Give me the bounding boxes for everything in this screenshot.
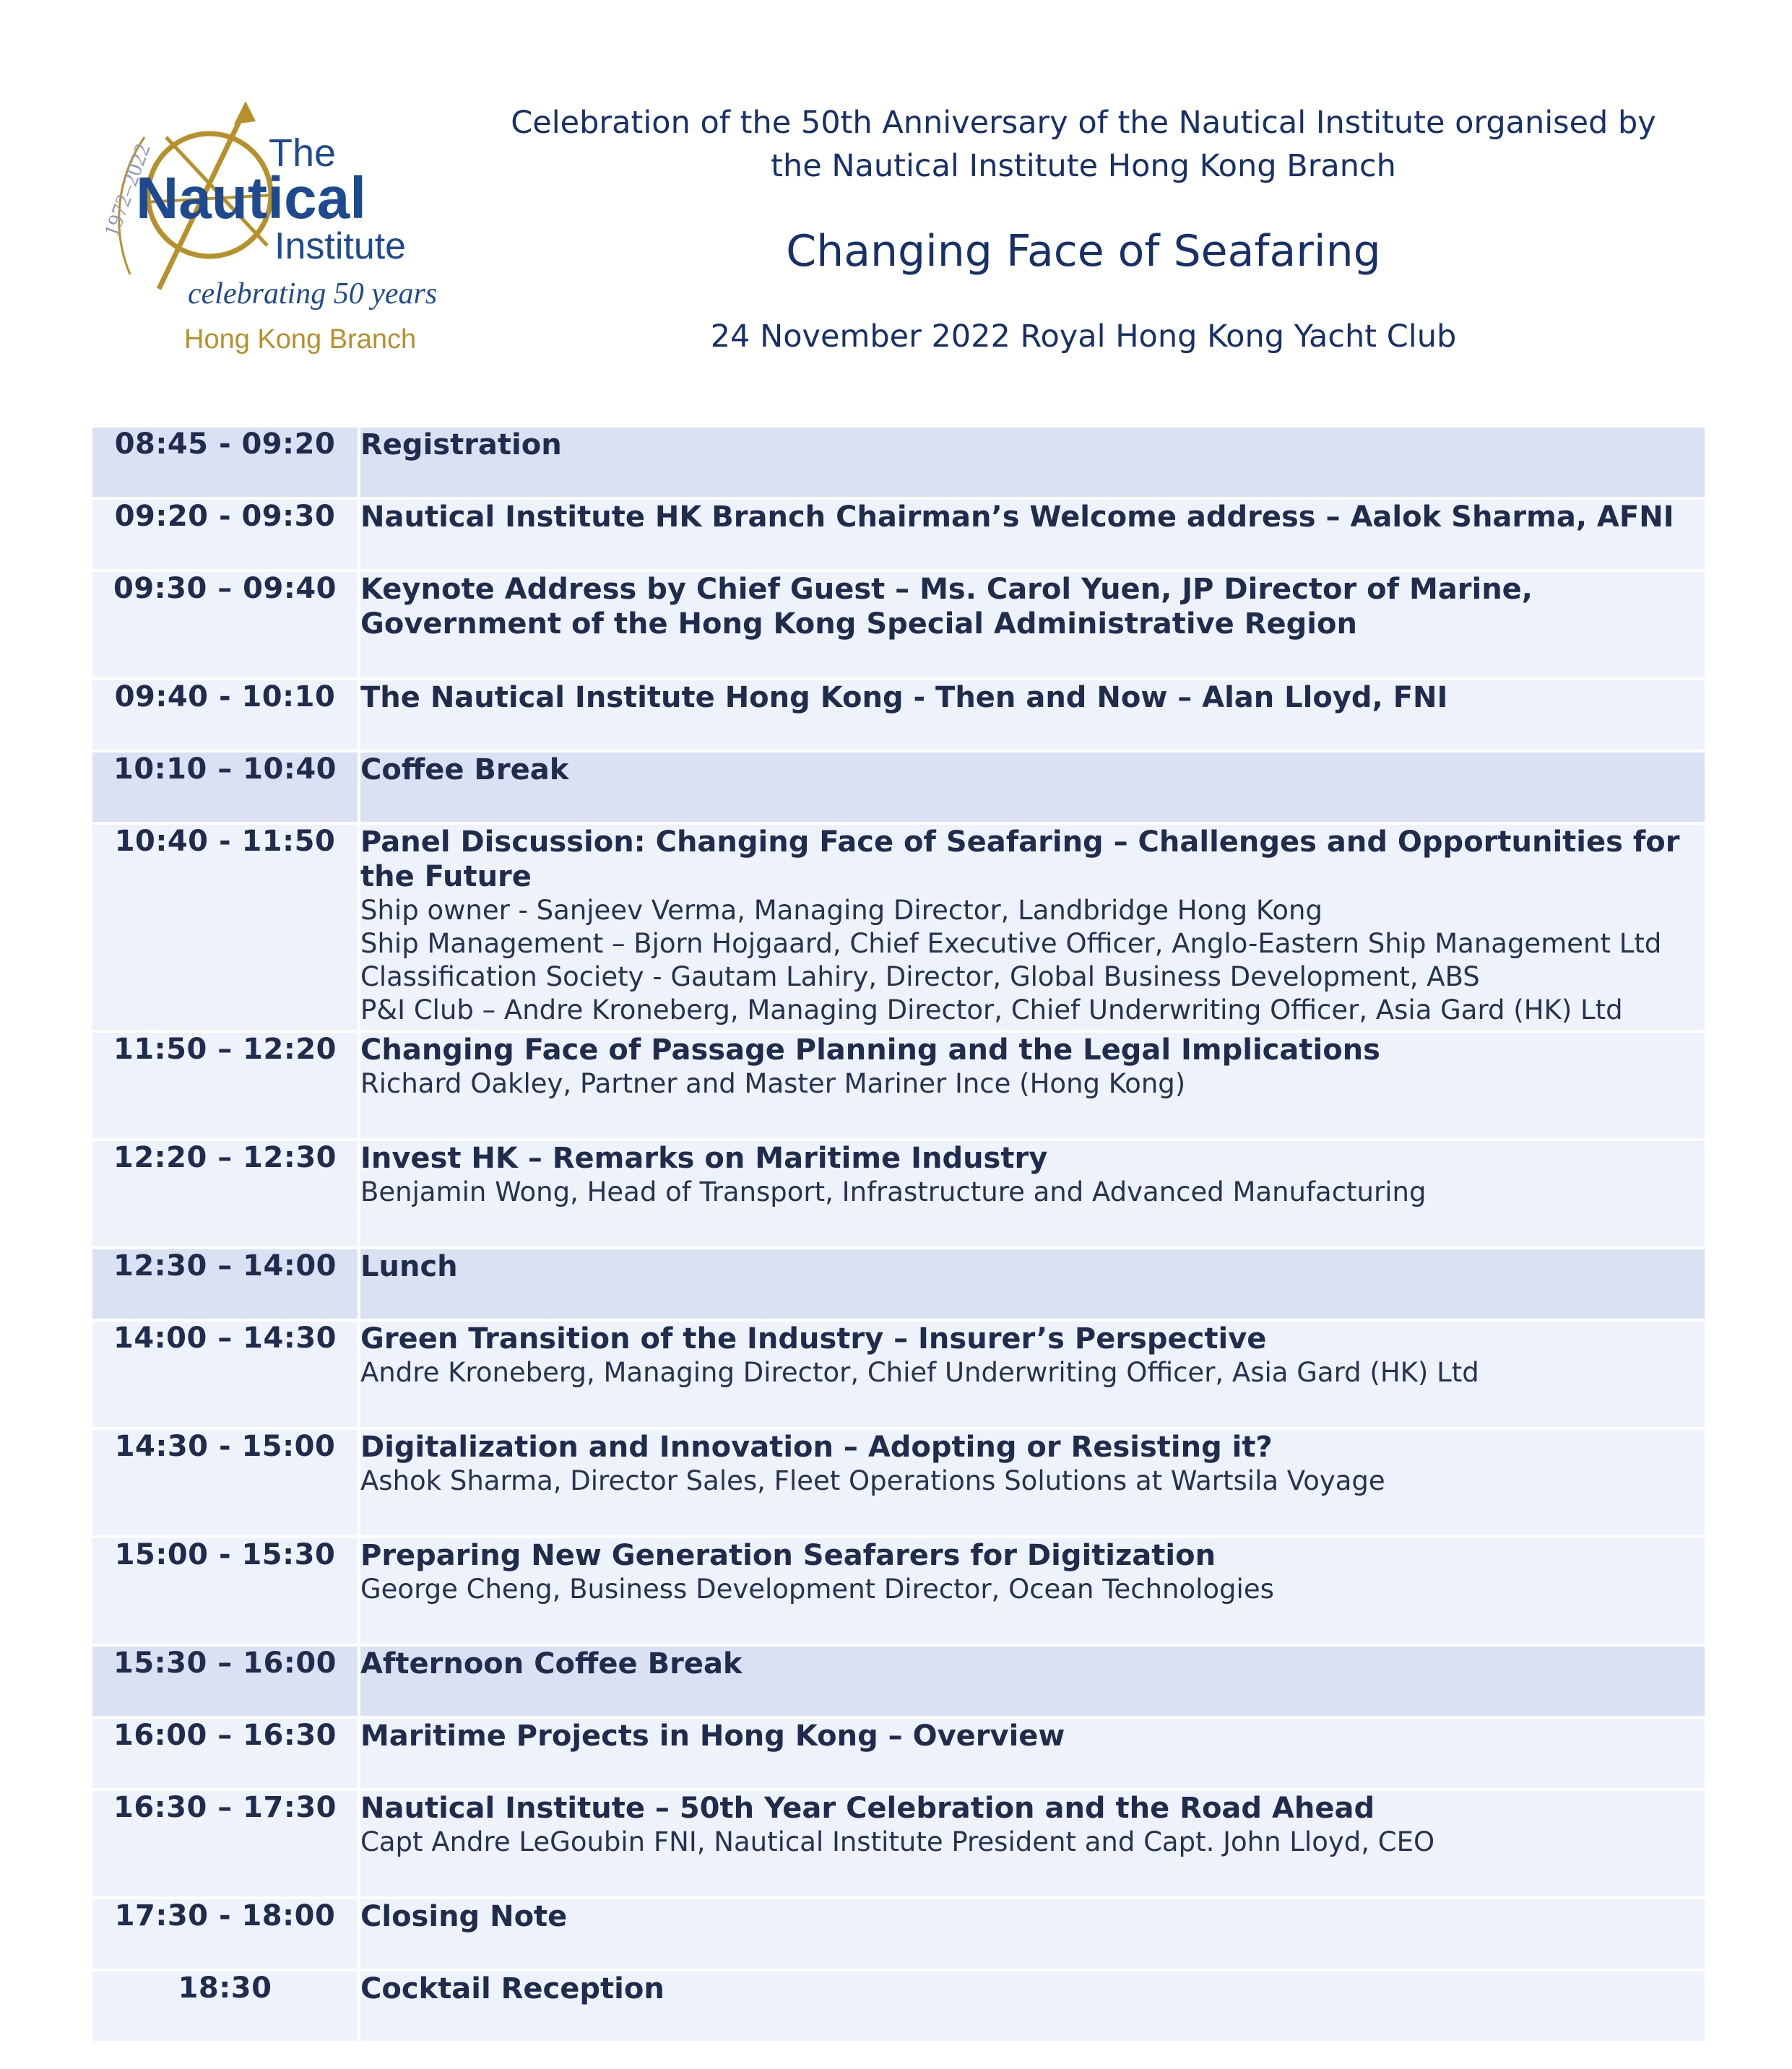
header-organiser-line1: Celebration of the 50th Anniversary of the Nautical Institute organised by xyxy=(511,105,1656,141)
agenda-time: 09:40 - 10:10 xyxy=(92,680,358,750)
agenda-time: 16:00 – 16:30 xyxy=(92,1719,358,1788)
agenda-row xyxy=(92,752,1705,822)
agenda-row xyxy=(92,680,1705,750)
agenda-item-title: Lunch xyxy=(360,1250,458,1283)
agenda-item-title-continued: Government of the Hong Kong Special Administrative Region xyxy=(360,607,1357,641)
agenda-item-title: Digitalization and Innovation – Adopting or Resisting it? xyxy=(360,1431,1273,1464)
agenda-row xyxy=(92,1719,1705,1788)
logo-nautical: Nautical xyxy=(136,165,366,231)
agenda-time: 16:30 – 17:30 xyxy=(92,1791,358,1896)
agenda-time: 14:00 – 14:30 xyxy=(92,1322,358,1427)
agenda-time: 09:20 - 09:30 xyxy=(92,500,358,569)
agenda-row xyxy=(92,572,1705,677)
agenda-time: 12:30 – 14:00 xyxy=(92,1249,358,1319)
agenda-time: 15:30 – 16:00 xyxy=(92,1647,358,1716)
agenda-row xyxy=(92,500,1705,569)
header-organiser-line2: the Nautical Institute Hong Kong Branch xyxy=(771,148,1396,184)
agenda-row xyxy=(92,1430,1705,1535)
agenda-description xyxy=(358,1899,1705,1969)
agenda-row xyxy=(92,825,1705,1030)
agenda-item-speaker: Capt Andre LeGoubin FNI, Nautical Institute President and Capt. John Lloyd, CEO xyxy=(360,1826,1435,1857)
logo-celebrating: celebrating 50 years xyxy=(188,277,438,311)
agenda-item-speaker: P&I Club – Andre Kroneberg, Managing Director, Chief Underwriting Officer, Asia Gard (HK) Ltd xyxy=(360,994,1623,1025)
agenda-description xyxy=(358,1249,1705,1319)
page-title: Changing Face of Seafaring xyxy=(786,226,1381,277)
agenda-description xyxy=(358,1791,1705,1896)
logo-years: 1972–2022 xyxy=(101,140,155,240)
agenda-row xyxy=(92,1033,1705,1138)
agenda-row xyxy=(92,1538,1705,1644)
agenda-description xyxy=(358,680,1705,750)
agenda-row xyxy=(92,428,1705,497)
agenda-item-title: Nautical Institute HK Branch Chairman’s Welcome address – Aalok Sharma, AFNI xyxy=(360,500,1674,534)
agenda-time: 08:45 - 09:20 xyxy=(92,428,358,497)
agenda-description xyxy=(358,1033,1705,1138)
agenda-item-title: Keynote Address by Chief Guest – Ms. Carol Yuen, JP Director of Marine, xyxy=(360,573,1533,606)
agenda-description xyxy=(358,825,1705,1030)
agenda-item-title: Cocktail Reception xyxy=(360,1972,665,2005)
agenda-time: 17:30 - 18:00 xyxy=(92,1899,358,1969)
event-header xyxy=(491,101,1676,358)
agenda-item-speaker: Andre Kroneberg, Managing Director, Chief Underwriting Officer, Asia Gard (HK) Ltd xyxy=(360,1357,1479,1388)
nautical-institute-logo xyxy=(101,94,462,368)
logo-institute: Institute xyxy=(274,225,407,267)
agenda-item-title: Green Transition of the Industry – Insurer’s Perspective xyxy=(360,1322,1267,1356)
agenda-row xyxy=(92,1647,1705,1716)
agenda-row xyxy=(92,1972,1705,2041)
agenda-item-title: Nautical Institute – 50th Year Celebration and the Road Ahead xyxy=(360,1792,1375,1825)
agenda-item-speaker: Ship Management – Bjorn Hojgaard, Chief Executive Officer, Anglo-Eastern Ship Management Ltd xyxy=(360,928,1662,959)
agenda-item-speaker: George Cheng, Business Development Director, Ocean Technologies xyxy=(360,1574,1274,1605)
agenda-time: 10:10 – 10:40 xyxy=(92,752,358,822)
agenda-table xyxy=(92,428,1705,2041)
agenda-item-title: Registration xyxy=(360,428,562,461)
agenda-row xyxy=(92,1899,1705,1969)
agenda-item-speaker: Ashok Sharma, Director Sales, Fleet Operations Solutions at Wartsila Voyage xyxy=(360,1465,1385,1496)
compass-logo-graphic xyxy=(101,94,462,368)
agenda-item-title: Invest HK – Remarks on Maritime Industry xyxy=(360,1142,1048,1175)
agenda-body xyxy=(92,428,1705,2041)
agenda-row xyxy=(92,1791,1705,1896)
agenda-item-title: Changing Face of Passage Planning and the Legal Implications xyxy=(360,1033,1380,1067)
agenda-item-title: Closing Note xyxy=(360,1900,568,1933)
event-date-venue: 24 November 2022 Royal Hong Kong Yacht Club xyxy=(710,318,1457,355)
agenda-item-speaker: Ship owner - Sanjeev Verma, Managing Director, Landbridge Hong Kong xyxy=(360,895,1323,926)
agenda-row xyxy=(92,1322,1705,1427)
agenda-description xyxy=(358,1719,1705,1788)
agenda-description xyxy=(358,428,1705,497)
agenda-item-speaker: Richard Oakley, Partner and Master Mariner Ince (Hong Kong) xyxy=(360,1068,1186,1099)
agenda-time: 12:20 – 12:30 xyxy=(92,1141,358,1246)
agenda-time: 09:30 – 09:40 xyxy=(92,572,358,677)
agenda-item-title: Afternoon Coffee Break xyxy=(360,1647,743,1680)
agenda-row xyxy=(92,1141,1705,1246)
agenda-row xyxy=(92,1249,1705,1319)
agenda-time: 11:50 – 12:20 xyxy=(92,1033,358,1138)
agenda-description xyxy=(358,572,1705,677)
agenda-description xyxy=(358,752,1705,822)
agenda-item-title: Coffee Break xyxy=(360,753,569,786)
agenda-description xyxy=(358,1141,1705,1246)
logo-the: The xyxy=(269,131,337,175)
agenda-description xyxy=(358,1972,1705,2041)
agenda-time: 14:30 - 15:00 xyxy=(92,1430,358,1535)
agenda-item-title: Preparing New Generation Seafarers for Digitization xyxy=(360,1539,1216,1572)
agenda-description xyxy=(358,500,1705,569)
agenda-item-speaker: Classification Society - Gautam Lahiry, Director, Global Business Development, ABS xyxy=(360,961,1480,992)
agenda-description xyxy=(358,1430,1705,1535)
agenda-item-speaker: Benjamin Wong, Head of Transport, Infrastructure and Advanced Manufacturing xyxy=(360,1176,1427,1207)
agenda-time: 18:30 xyxy=(92,1972,358,2041)
agenda-description xyxy=(358,1538,1705,1644)
agenda-description xyxy=(358,1647,1705,1716)
logo-branch: Hong Kong Branch xyxy=(184,324,417,355)
agenda-item-title: The Nautical Institute Hong Kong - Then and Now – Alan Lloyd, FNI xyxy=(360,681,1448,714)
agenda-description xyxy=(358,1322,1705,1427)
agenda-time: 15:00 - 15:30 xyxy=(92,1538,358,1644)
agenda-item-title: Maritime Projects in Hong Kong – Overview xyxy=(360,1719,1065,1753)
agenda-time: 10:40 - 11:50 xyxy=(92,825,358,1030)
agenda-item-title: Panel Discussion: Changing Face of Seafaring – Challenges and Opportunities for the Future xyxy=(360,825,1680,893)
